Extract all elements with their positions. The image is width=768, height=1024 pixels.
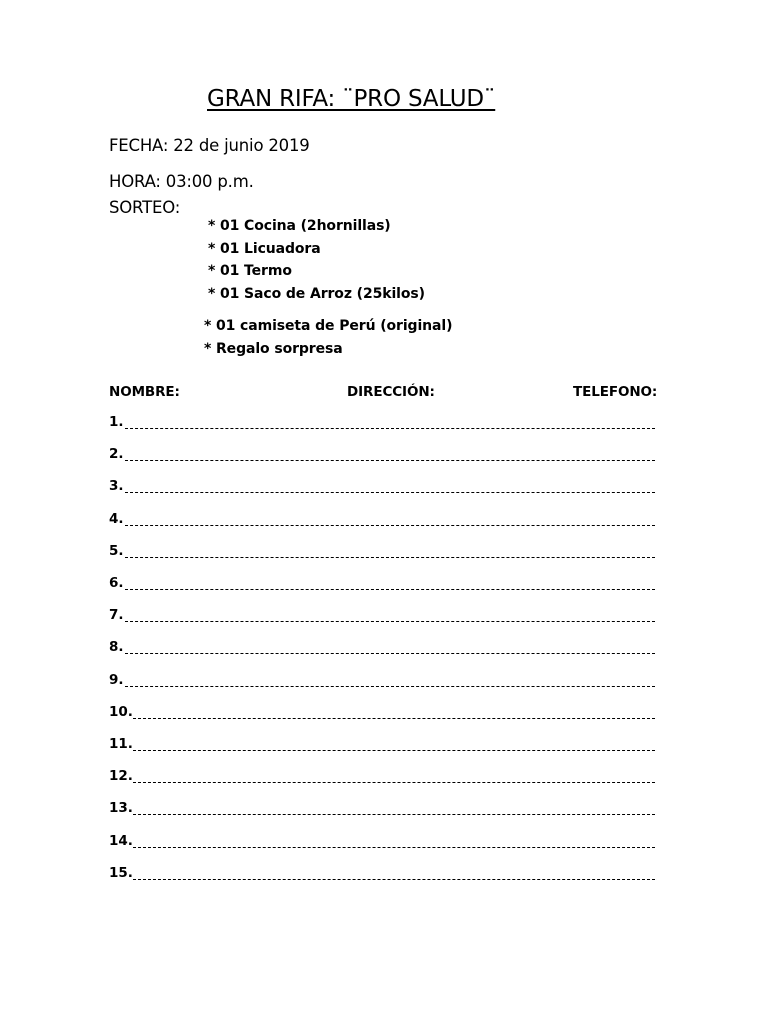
entry-row[interactable]: [109, 543, 657, 561]
entry-dotted-line: [133, 847, 655, 848]
entry-row[interactable]: [109, 768, 657, 786]
entry-row[interactable]: [109, 511, 657, 529]
entry-dotted-line: [133, 879, 655, 880]
entry-dotted-line: [125, 492, 655, 493]
entry-dotted-line: [133, 718, 655, 719]
entry-number: 7.: [109, 607, 124, 624]
entry-row[interactable]: [109, 704, 657, 722]
entry-row[interactable]: [109, 800, 657, 818]
entry-row[interactable]: [109, 833, 657, 851]
entry-number: 8.: [109, 639, 124, 656]
entry-number: 15.: [109, 864, 133, 881]
prize-item: * 01 Cocina (2hornillas): [208, 218, 391, 234]
entry-number: 6.: [109, 575, 124, 591]
entry-row[interactable]: [109, 414, 657, 432]
entry-number: 5.: [109, 542, 124, 559]
time-line: HORA: 03:00 p.m.: [109, 172, 254, 191]
entry-number: 2.: [109, 446, 124, 463]
entry-row[interactable]: [109, 736, 657, 754]
prize-item: * Regalo sorpresa: [204, 341, 343, 357]
entry-number: 1.: [109, 414, 124, 430]
column-header-telefono: TELEFONO:: [573, 384, 658, 400]
entry-number: 13.: [109, 800, 133, 817]
entry-dotted-line: [133, 814, 655, 815]
draw-label: SORTEO:: [109, 198, 181, 217]
entry-dotted-line: [125, 557, 655, 558]
entry-number: 14.: [109, 832, 133, 849]
entry-dotted-line: [125, 621, 655, 622]
entry-dotted-line: [125, 525, 655, 526]
prize-item: * 01 Termo: [208, 263, 292, 279]
prize-item: * 01 camiseta de Perú (original): [204, 318, 453, 334]
entry-number: 10.: [109, 703, 133, 720]
entry-dotted-line: [125, 653, 655, 654]
entry-row[interactable]: [109, 639, 657, 657]
entry-row[interactable]: [109, 575, 657, 593]
entry-dotted-line: [133, 782, 655, 783]
column-header-direccion: DIRECCIÓN:: [347, 384, 435, 400]
column-header-nombre: NOMBRE:: [109, 384, 180, 400]
entry-dotted-line: [125, 589, 655, 590]
date-line: FECHA: 22 de junio 2019: [109, 136, 310, 155]
entry-number: 4.: [109, 510, 124, 527]
page-title: GRAN RIFA: ¨PRO SALUD¨: [207, 86, 496, 112]
entry-row[interactable]: [109, 478, 657, 496]
prize-item: * 01 Saco de Arroz (25kilos): [208, 286, 425, 302]
entry-dotted-line: [125, 686, 655, 687]
prize-item: * 01 Licuadora: [208, 241, 321, 257]
entry-dotted-line: [125, 460, 655, 461]
entry-number: 11.: [109, 736, 133, 752]
entry-dotted-line: [133, 750, 655, 751]
entry-dotted-line: [125, 428, 655, 429]
entry-number: 3.: [109, 478, 124, 495]
entry-number: 12.: [109, 768, 133, 785]
entry-row[interactable]: [109, 672, 657, 690]
entry-row[interactable]: [109, 607, 657, 625]
entry-number: 9.: [109, 671, 124, 688]
entry-row[interactable]: [109, 446, 657, 464]
entry-row[interactable]: [109, 865, 657, 883]
